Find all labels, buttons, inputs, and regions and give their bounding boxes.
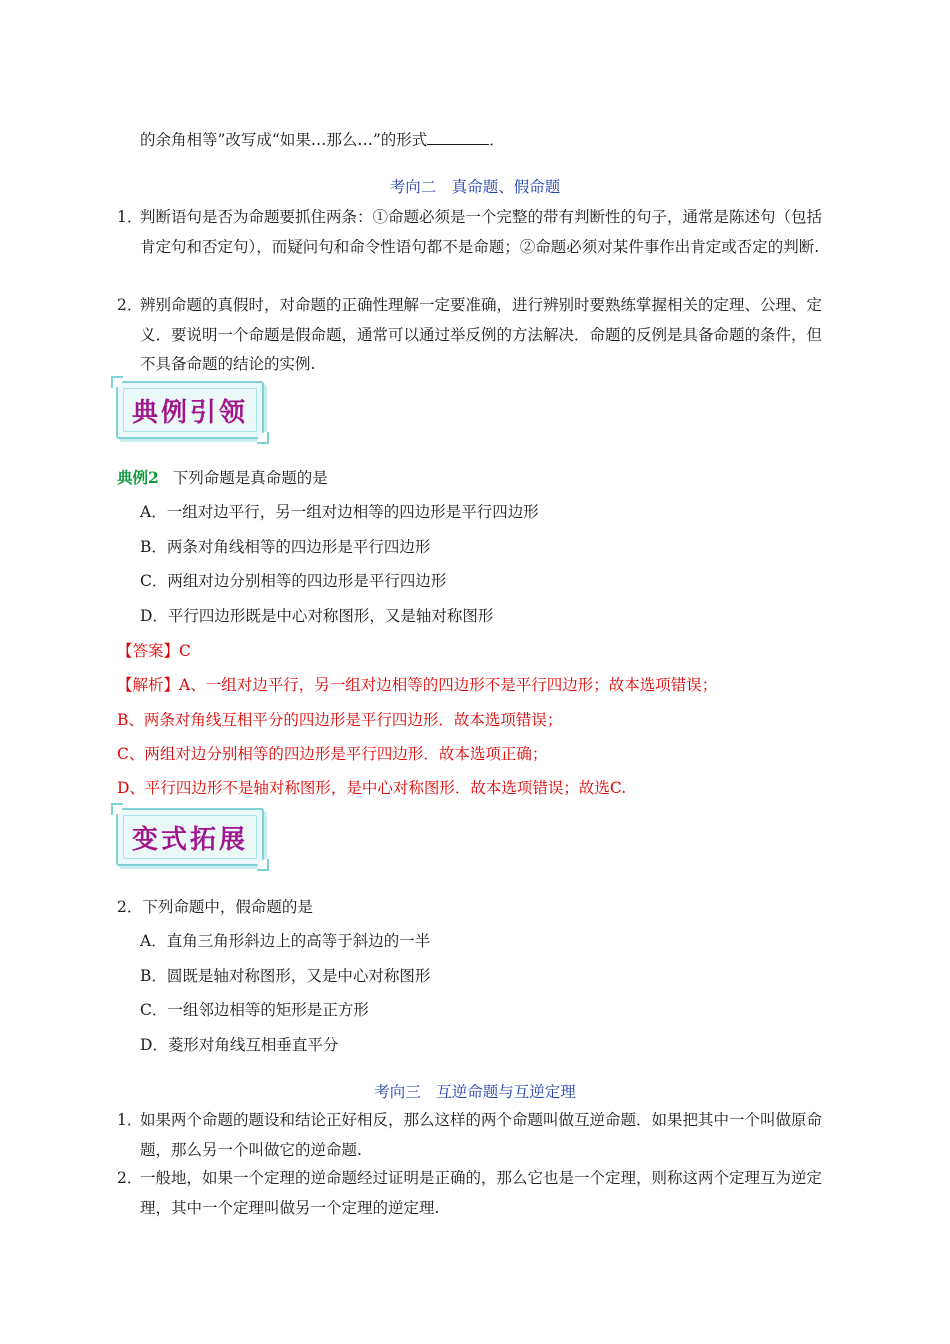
banner-typical-example: 典例引领: [116, 381, 264, 439]
example-option-b: B．两条对角线相等的四边形是平行四边形: [140, 538, 431, 556]
analysis-line-3: C、两组对边分别相等的四边形是平行四边形．故本选项正确；: [117, 745, 548, 763]
section2-point-2: 2． 辨别命题的真假时，对命题的正确性理解一定要准确，进行辨别时要熟练掌握相关的定理、公理、定义．要说明一个命题是假命题，通常可以通过举反例的方法解决．命题的反例是具备命题的条件，但不具备命题的结论的实例.: [117, 296, 823, 373]
exercise-option-b: B．圆既是轴对称图形，又是中心对称图形: [140, 967, 431, 985]
example-2-question: 典例2 下列命题是真命题的是: [117, 468, 328, 487]
analysis-line-4: D、平行四边形不是轴对称图形，是中心对称图形．故本选项错误；故选C.: [117, 779, 627, 797]
section3-point-2: 2． 一般地，如果一个定理的逆命题经过证明是正确的，那么它也是一个定理，则称这两个定理互为逆定理，其中一个定理叫做另一个定理的逆定理.: [117, 1169, 823, 1217]
section2-point-1: 1． 判断语句是否为命题要抓住两条：①命题必须是一个完整的带有判断性的句子，通常是陈述句（包括肯定句和否定句），而疑问句和命令性语句都不是命题；②命题必须对某件事作出肯定或否定的判断.: [117, 208, 823, 256]
section-heading-2: 考向二 真命题、假命题: [389, 178, 561, 196]
exercise-option-d: D．菱形对角线互相垂直平分: [140, 1036, 339, 1054]
answer-blank: [427, 130, 489, 145]
section-heading-3: 考向三 互逆命题与互逆定理: [374, 1083, 576, 1101]
top-fragment: 的余角相等”改写成“如果…那么…”的形式 ．: [140, 131, 505, 149]
exercise-2-question: 2．下列命题中，假命题的是: [117, 898, 313, 916]
exercise-option-a: A．直角三角形斜边上的高等于斜边的一半: [140, 932, 431, 950]
analysis-line-1: 【解析】A、一组对边平行，另一组对边相等的四边形不是平行四边形；故本选项错误；: [117, 676, 718, 694]
section3-point-1: 1． 如果两个命题的题设和结论正好相反，那么这样的两个命题叫做互逆命题．如果把其中一个叫做原命题，那么另一个叫做它的逆命题.: [117, 1111, 823, 1159]
example-label: 典例2: [117, 468, 159, 487]
example-option-d: D．平行四边形既是中心对称图形，又是轴对称图形: [140, 607, 494, 625]
analysis-line-2: B、两条对角线互相平分的四边形是平行四边形．故本选项错误；: [117, 711, 563, 729]
exercise-option-c: C．一组邻边相等的矩形是正方形: [140, 1001, 369, 1019]
example-option-c: C．两组对边分别相等的四边形是平行四边形: [140, 572, 447, 590]
banner-variant-extension: 变式拓展: [116, 808, 264, 866]
example-option-a: A．一组对边平行，另一组对边相等的四边形是平行四边形: [140, 503, 539, 521]
answer: 【答案】C: [117, 642, 191, 660]
